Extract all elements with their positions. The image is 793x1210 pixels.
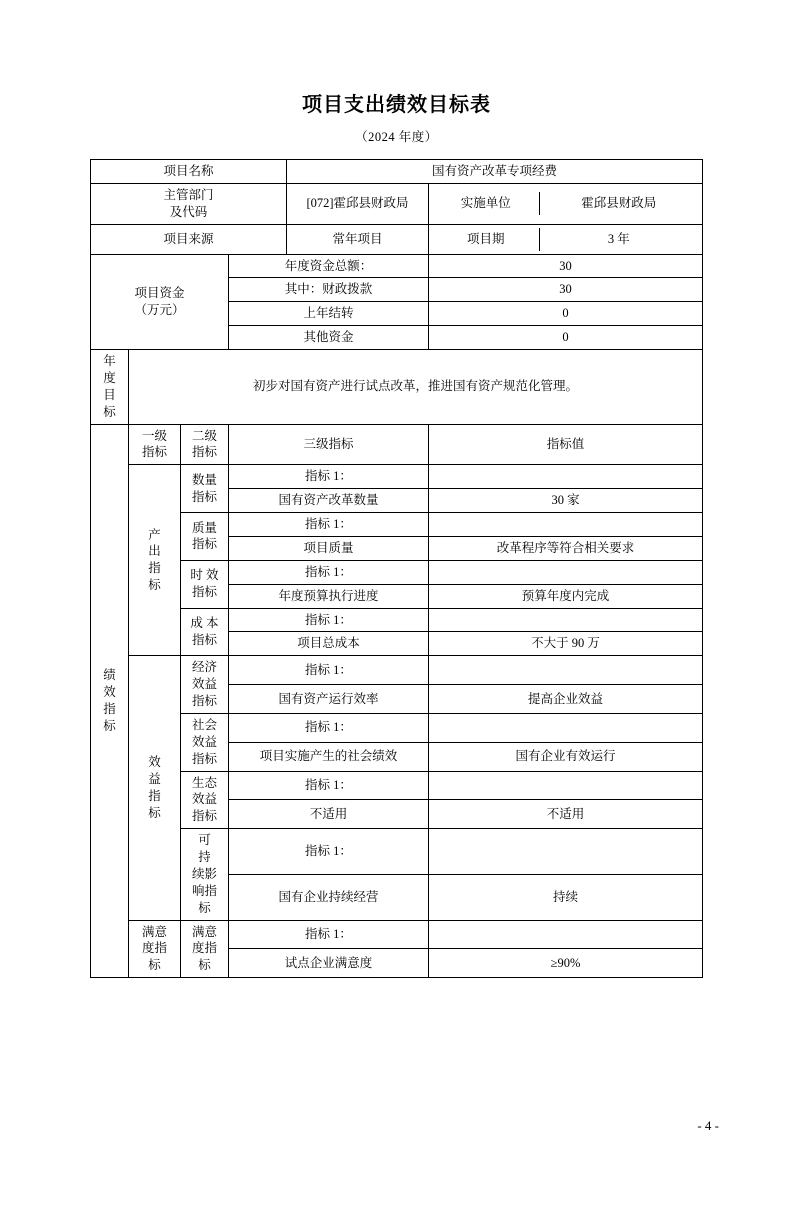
indicator-value: 提高企业效益 [429, 685, 703, 714]
level3-text: 指标 1： [228, 465, 428, 489]
indicator-value: ≥90% [429, 949, 703, 978]
table-row-department [90, 183, 702, 224]
funds-row-value: 30 [429, 254, 703, 278]
funds-row-name: 年度资金总额： [228, 254, 428, 278]
department-label-line1: 主管部门 [163, 187, 214, 202]
funds-label-line1: 项目资金 [134, 285, 185, 300]
performance-side-label-char: 指 [103, 701, 116, 716]
indicator-value [429, 513, 703, 537]
funds-row-name: 上年结转 [228, 302, 428, 326]
project-name-value: 国有资产改革专项经费 [287, 160, 703, 184]
table-row-indicator [90, 829, 702, 875]
funds-row-name: 其他资金 [228, 326, 428, 350]
indicator-value: 不大于 90 万 [429, 632, 703, 656]
level2-ecological: 生态 效益 指标 [180, 771, 228, 829]
level3-text: 指标 1： [228, 771, 428, 800]
performance-side-label-char: 绩 [103, 668, 116, 683]
department-label-line2: 及代码 [169, 204, 208, 219]
indicator-value [429, 920, 703, 949]
column-header-level3: 三级指标 [228, 424, 428, 465]
table-row-indicator [90, 920, 702, 949]
level3-text: 国有资产运行效率 [228, 685, 428, 714]
level3-text: 国有资产改革数量 [228, 489, 428, 513]
level3-text: 项目实施产生的社会绩效 [228, 742, 428, 771]
funds-row-value: 30 [429, 278, 703, 302]
indicator-value: 30 家 [429, 489, 703, 513]
document-page [0, 88, 793, 1210]
level2-cost: 成 本 指标 [180, 608, 228, 656]
indicator-value [429, 771, 703, 800]
page-subtitle: （2024 年度） [355, 130, 438, 144]
level3-text: 试点企业满意度 [228, 949, 428, 978]
level2-economic: 经济 效益 指标 [180, 656, 228, 714]
table-row-indicator [90, 560, 702, 584]
level3-text: 国有企业持续经营 [228, 874, 428, 920]
indicator-value [429, 829, 703, 875]
column-header-level2: 二级 指标 [180, 424, 228, 465]
level3-text: 指标 1： [228, 920, 428, 949]
performance-target-table [90, 159, 703, 978]
funds-row-name: 其中：财政拨款 [228, 278, 428, 302]
period-value: 3 年 [607, 231, 630, 246]
department-value: [072]霍邱县财政局 [287, 183, 429, 224]
annual-goal-text: 初步对国有资产进行试点改革，推进国有资产规范化管理。 [128, 350, 702, 425]
table-row-indicator [90, 771, 702, 800]
table-row-indicator [90, 465, 702, 489]
impl-unit-value: 霍邱县财政局 [581, 196, 657, 211]
level2-sustainability: 可 持 续影 响指 标 [180, 829, 228, 920]
level3-text: 年度预算执行进度 [228, 584, 428, 608]
column-header-level1: 一级 指标 [128, 424, 180, 465]
funds-row-value: 0 [429, 302, 703, 326]
indicator-value: 国有企业有效运行 [429, 742, 703, 771]
indicator-value [429, 608, 703, 632]
level1-benefit: 效 益 指 标 [128, 656, 180, 920]
level1-satisfaction: 满意 度指 标 [128, 920, 180, 978]
annual-goal-label-char: 标 [103, 404, 116, 419]
level3-text: 指标 1： [228, 656, 428, 685]
level3-text: 指标 1： [228, 713, 428, 742]
table-row-indicator-header [90, 424, 702, 465]
level3-text: 项目总成本 [228, 632, 428, 656]
annual-goal-label-char: 度 [103, 370, 116, 385]
indicator-value: 改革程序等符合相关要求 [429, 536, 703, 560]
level2-quality: 质量 指标 [180, 513, 228, 561]
source-value: 常年项目 [287, 224, 429, 254]
level3-text: 指标 1： [228, 560, 428, 584]
column-header-value: 指标值 [429, 424, 703, 465]
level3-text: 指标 1： [228, 608, 428, 632]
table-row-indicator [90, 513, 702, 537]
table-row-indicator [90, 713, 702, 742]
funds-label [90, 254, 228, 350]
annual-goal-label-char: 目 [103, 387, 116, 402]
period-label: 项目期 [433, 228, 539, 251]
performance-side-label [90, 424, 128, 978]
level3-text: 项目质量 [228, 536, 428, 560]
source-label: 项目来源 [90, 224, 286, 254]
level2-timeliness: 时 效 指标 [180, 560, 228, 608]
table-row-funds-total [90, 254, 702, 278]
level2-quantity: 数量 指标 [180, 465, 228, 513]
period-cell [429, 224, 703, 254]
project-name-label: 项目名称 [90, 160, 286, 184]
performance-side-label-char: 效 [103, 684, 116, 699]
indicator-value: 预算年度内完成 [429, 584, 703, 608]
impl-unit-cell [429, 183, 703, 224]
level1-output: 产 出 指 标 [128, 465, 180, 656]
level2-social: 社会 效益 指标 [180, 713, 228, 771]
table-row-source [90, 224, 702, 254]
indicator-value [429, 656, 703, 685]
level3-text: 不适用 [228, 800, 428, 829]
page-number: - 4 - [697, 1118, 719, 1133]
page-title: 项目支出绩效目标表 [302, 94, 491, 116]
level2-satisfaction: 满意 度指 标 [180, 920, 228, 978]
table-row-indicator [90, 656, 702, 685]
indicator-value [429, 713, 703, 742]
table-row-annual-goal [90, 350, 702, 425]
performance-side-label-char: 标 [103, 718, 116, 733]
level3-text: 指标 1： [228, 829, 428, 875]
table-row-project-name [90, 160, 702, 184]
indicator-value: 持续 [429, 874, 703, 920]
indicator-value [429, 465, 703, 489]
impl-unit-label: 实施单位 [433, 192, 539, 215]
indicator-value: 不适用 [429, 800, 703, 829]
level3-text: 指标 1： [228, 513, 428, 537]
department-label [90, 183, 286, 224]
table-row-indicator [90, 608, 702, 632]
funds-row-value: 0 [429, 326, 703, 350]
funds-label-line2: （万元） [134, 302, 185, 317]
annual-goal-label [90, 350, 128, 425]
indicator-value [429, 560, 703, 584]
annual-goal-label-char: 年 [103, 354, 116, 368]
